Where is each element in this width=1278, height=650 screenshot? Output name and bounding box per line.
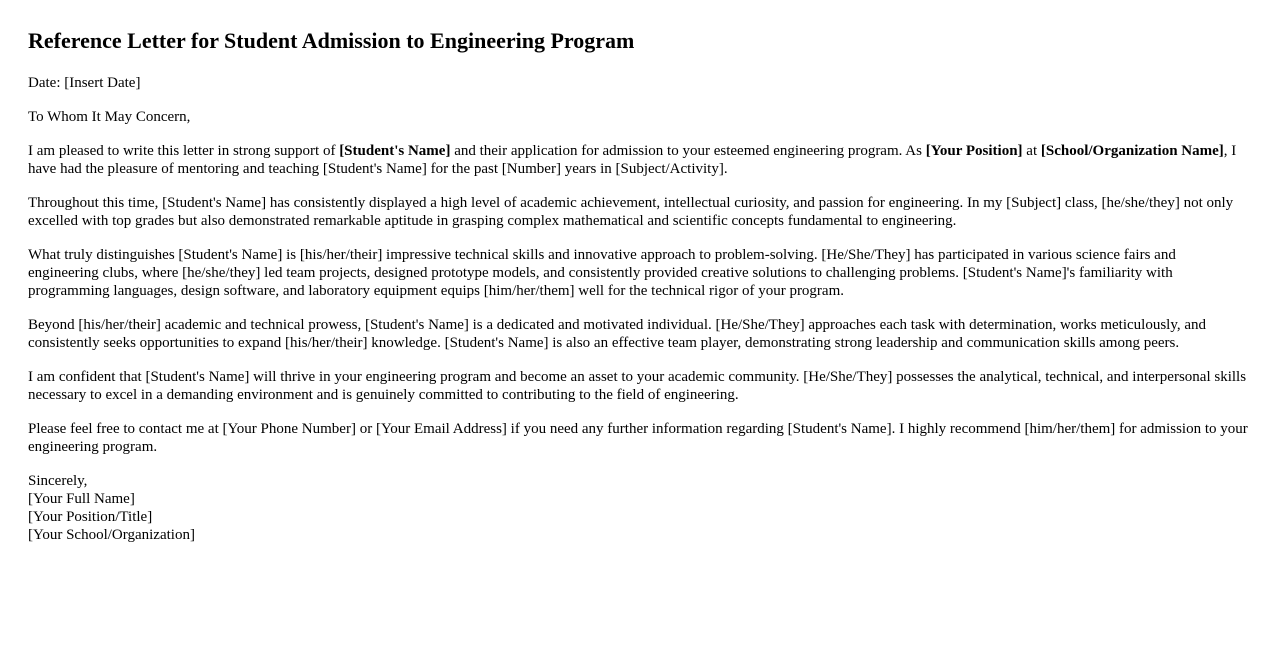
paragraph-character: Beyond [his/her/their] academic and technical prowess, [Student's Name] is a dedicated and motivated individual. [He/She/They] approaches each task with determination, works meticulously, and consistently seeks opportunities to expand [his/her/their] knowledge. [Student's Name] is also an effective team player, demonstrating strong leadership and communication skills among peers. (28, 317, 1207, 351)
intro-text-2: and their application for admission to your esteemed engineering program. As (450, 143, 926, 159)
letter-date: Date: [Insert Date] (28, 75, 141, 91)
paragraph-introduction (28, 142, 1250, 178)
letter-title: Reference Letter for Student Admission to Engineering Program (28, 28, 635, 53)
closing-salutation: Sincerely, (28, 473, 88, 489)
signer-title: [Your Position/Title] (28, 509, 153, 525)
reference-letter (28, 0, 1250, 544)
student-name-placeholder: [Student's Name] (339, 143, 451, 159)
letter-greeting: To Whom It May Concern, (28, 109, 191, 125)
intro-text-1: I am pleased to write this letter in strong support of (28, 143, 340, 159)
position-placeholder: [Your Position] (925, 143, 1023, 159)
paragraph-contact: Please feel free to contact me at [Your Phone Number] or [Your Email Address] if you need any further information regarding [Student's Name]. I highly recommend [him/her/them] for admission to your engineering program. (28, 421, 1248, 455)
intro-text-4: , I have had the pleasure of mentoring and teaching [Student's Name] for the past [Number] years in [Subject/Activity]. (28, 143, 1237, 177)
organization-placeholder: [School/Organization Name] (1040, 143, 1224, 159)
paragraph-academics: Throughout this time, [Student's Name] has consistently displayed a high level of academic achievement, intellectual curiosity, and passion for engineering. In my [Subject] class, [he/she/they] not only excelled with top grades but also demonstrated remarkable aptitude in grasping complex mathematical and scientific concepts fundamental to engineering. (28, 195, 1234, 229)
intro-text-3: at (1022, 143, 1041, 159)
signer-name: [Your Full Name] (28, 491, 135, 507)
paragraph-technical-skills: What truly distinguishes [Student's Name] is [his/her/their] impressive technical skills and innovative approach to problem-solving. [He/She/They] has participated in various science fairs and engineering clubs, where [he/she/they] led team projects, designed prototype models, and consistently provided creative solutions to challenging problems. [Student's Name]'s familiarity with programming languages, design software, and laboratory equipment equips [him/her/them] well for the technical rigor of your program. (28, 247, 1176, 299)
signer-organization: [Your School/Organization] (28, 527, 195, 543)
letter-closing (28, 472, 1250, 544)
paragraph-confidence: I am confident that [Student's Name] will thrive in your engineering program and become an asset to your academic community. [He/She/They] possesses the analytical, technical, and interpersonal skills necessary to excel in a demanding environment and is genuinely committed to contributing to the field of engineering. (28, 369, 1247, 403)
